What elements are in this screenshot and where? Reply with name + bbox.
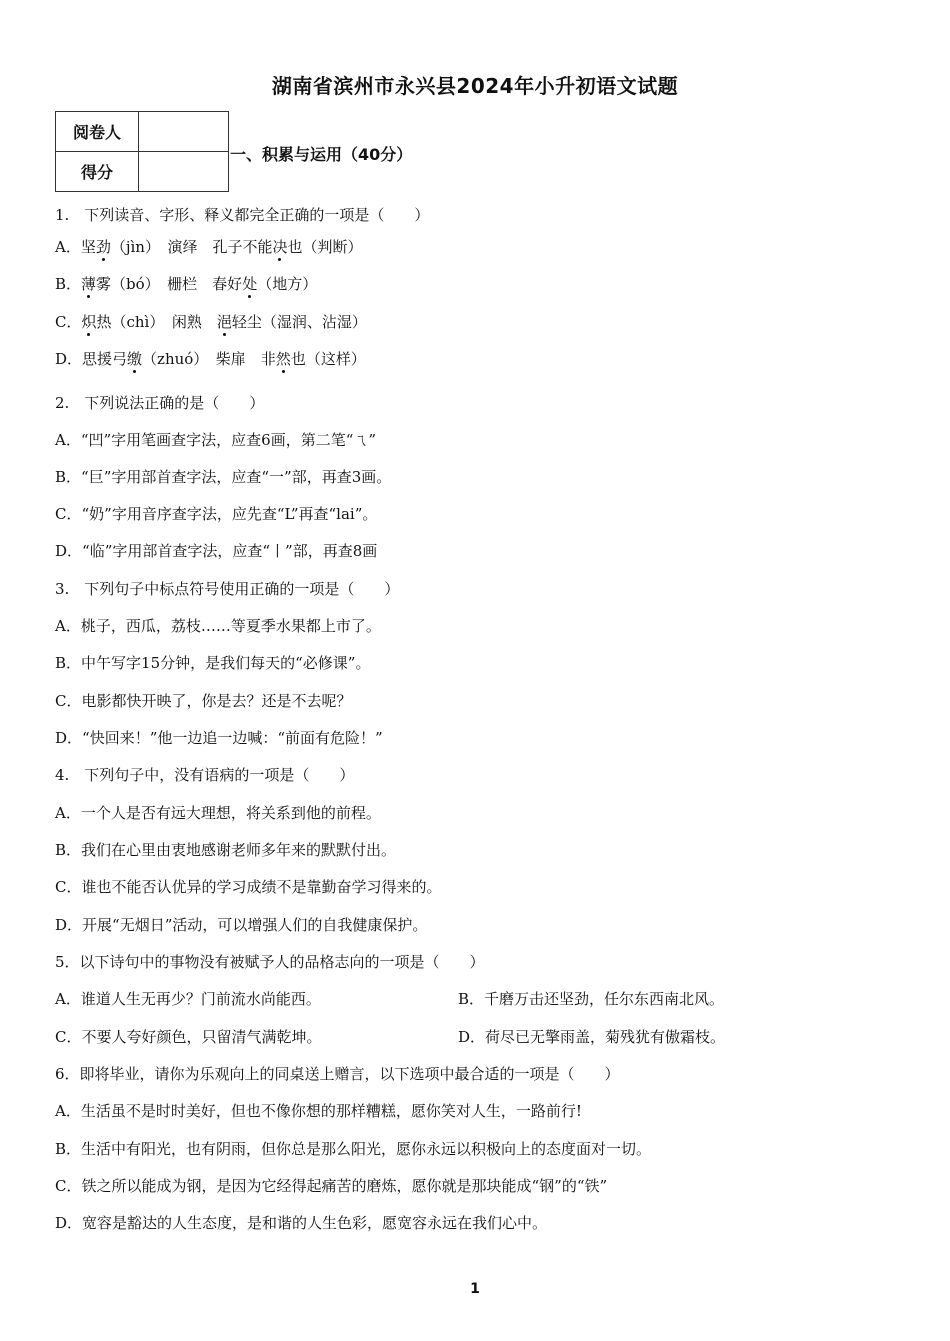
question-4-option-a: A．一个人是否有远大理想，将关系到他的前程。 bbox=[55, 804, 381, 822]
emphasis-char: 缴 bbox=[127, 350, 143, 368]
option-text: A．坚 bbox=[55, 238, 96, 256]
page-title: 湖南省滨州市永兴县2024年小升初语文试题 bbox=[271, 74, 679, 98]
option-text: （地方） bbox=[257, 275, 318, 293]
question-1-option-b bbox=[55, 273, 317, 294]
option-text: 雾（bó） 栅栏 春好 bbox=[96, 275, 243, 293]
section-heading: 一、积累与运用（40分） bbox=[230, 145, 413, 164]
question-3-option-a: A．桃子，西瓜，荔枝……等夏季水果都上市了。 bbox=[55, 617, 381, 635]
option-text: 也（这样） bbox=[290, 350, 366, 368]
question-6-option-a: A．生活虽不是时时美好，但也不像你想的那样糟糕，愿你笑对人生，一路前行! bbox=[55, 1102, 582, 1120]
question-2-option-a: A．“凹”字用笔画查字法，应查6画，第二笔“ㄟ” bbox=[55, 431, 377, 449]
question-5-option-a: A．谁道人生无再少？门前流水尚能西。 bbox=[55, 990, 321, 1008]
emphasis-char: 炽 bbox=[81, 313, 97, 331]
question-2-stem: 2. 下列说法正确的是（ ） bbox=[55, 394, 265, 412]
emphasis-char: 薄 bbox=[81, 275, 97, 293]
option-text: B． bbox=[55, 275, 82, 293]
question-4-option-b: B．我们在心里由衷地感谢老师多年来的默默付出。 bbox=[55, 841, 397, 859]
option-text: 也（判断） bbox=[287, 238, 363, 256]
option-text: C． bbox=[55, 313, 82, 331]
emphasis-char: 决 bbox=[272, 238, 288, 256]
question-3-option-c: C．电影都快开映了，你是去？还是不去呢？ bbox=[55, 692, 352, 710]
question-1-option-d bbox=[55, 348, 366, 369]
question-1-stem: 1. 下列读音、字形、释义都完全正确的一项是（ ） bbox=[55, 206, 430, 224]
option-text: （zhuó） 柴扉 非 bbox=[142, 350, 276, 368]
emphasis-char: 然 bbox=[275, 350, 291, 368]
score-label: 得分 bbox=[56, 152, 139, 192]
emphasis-char: 处 bbox=[242, 275, 258, 293]
question-5-option-c: C．不要人夸好颜色，只留清气满乾坤。 bbox=[55, 1028, 322, 1046]
grader-table bbox=[55, 111, 229, 192]
option-text: 热（chì） 闲熟 bbox=[96, 313, 217, 331]
question-2-option-d: D．“临”字用部首查字法，应查“丨”部，再查8画 bbox=[55, 542, 378, 560]
question-2-option-b: B．“巨”字用部首查字法，应查“一”部，再查3画。 bbox=[55, 468, 392, 486]
question-4-option-d: D．开展“无烟日”活动，可以增强人们的自我健康保护。 bbox=[55, 916, 428, 934]
question-4-option-c: C．谁也不能否认优异的学习成绩不是靠勤奋学习得来的。 bbox=[55, 878, 442, 896]
score-value bbox=[139, 152, 229, 192]
reviewer-label: 阅卷人 bbox=[56, 112, 139, 152]
reviewer-value bbox=[139, 112, 229, 152]
question-6-option-d: D．宽容是豁达的人生态度，是和谐的人生色彩，愿宽容永远在我们心中。 bbox=[55, 1214, 548, 1232]
question-3-option-d: D．“快回来！”他一边追一边喊：“前面有危险！” bbox=[55, 729, 383, 747]
question-3-stem: 3. 下列句子中标点符号使用正确的一项是（ ） bbox=[55, 580, 400, 598]
option-text: D．思援弓 bbox=[55, 350, 128, 368]
page-number: 1 bbox=[470, 1281, 480, 1297]
question-5-option-d: D．荷尽已无擎雨盖，菊残犹有傲霜枝。 bbox=[458, 1028, 726, 1046]
question-6-stem: 6．即将毕业，请你为乐观向上的同桌送上赠言，以下选项中最合适的一项是（ ） bbox=[55, 1065, 620, 1083]
emphasis-char: 劲 bbox=[95, 238, 111, 256]
question-1-option-c bbox=[55, 311, 367, 332]
question-2-option-c: C．“奶”字用音序查字法，应先查“L”再查“lai”。 bbox=[55, 505, 378, 523]
option-text: 轻尘（湿润、沾湿） bbox=[231, 313, 367, 331]
question-5-stem: 5．以下诗句中的事物没有被赋予人的品格志向的一项是（ ） bbox=[55, 953, 485, 971]
question-6-option-c: C．铁之所以能成为钢，是因为它经得起痛苦的磨炼，愿你就是那块能成“钢”的“铁” bbox=[55, 1177, 608, 1195]
question-4-stem: 4. 下列句子中，没有语病的一项是（ ） bbox=[55, 766, 355, 784]
question-6-option-b: B．生活中有阳光，也有阴雨，但你总是那么阳光，愿你永远以积极向上的态度面对一切。 bbox=[55, 1140, 652, 1158]
question-5-option-b: B．千磨万击还坚劲，任尔东西南北风。 bbox=[458, 990, 725, 1008]
question-1-option-a bbox=[55, 236, 363, 257]
option-text: （jìn） 演绎 孔子不能 bbox=[110, 238, 273, 256]
question-3-option-b: B．中午写字15分钟，是我们每天的“必修课”。 bbox=[55, 654, 371, 672]
emphasis-char: 浥 bbox=[216, 313, 232, 331]
